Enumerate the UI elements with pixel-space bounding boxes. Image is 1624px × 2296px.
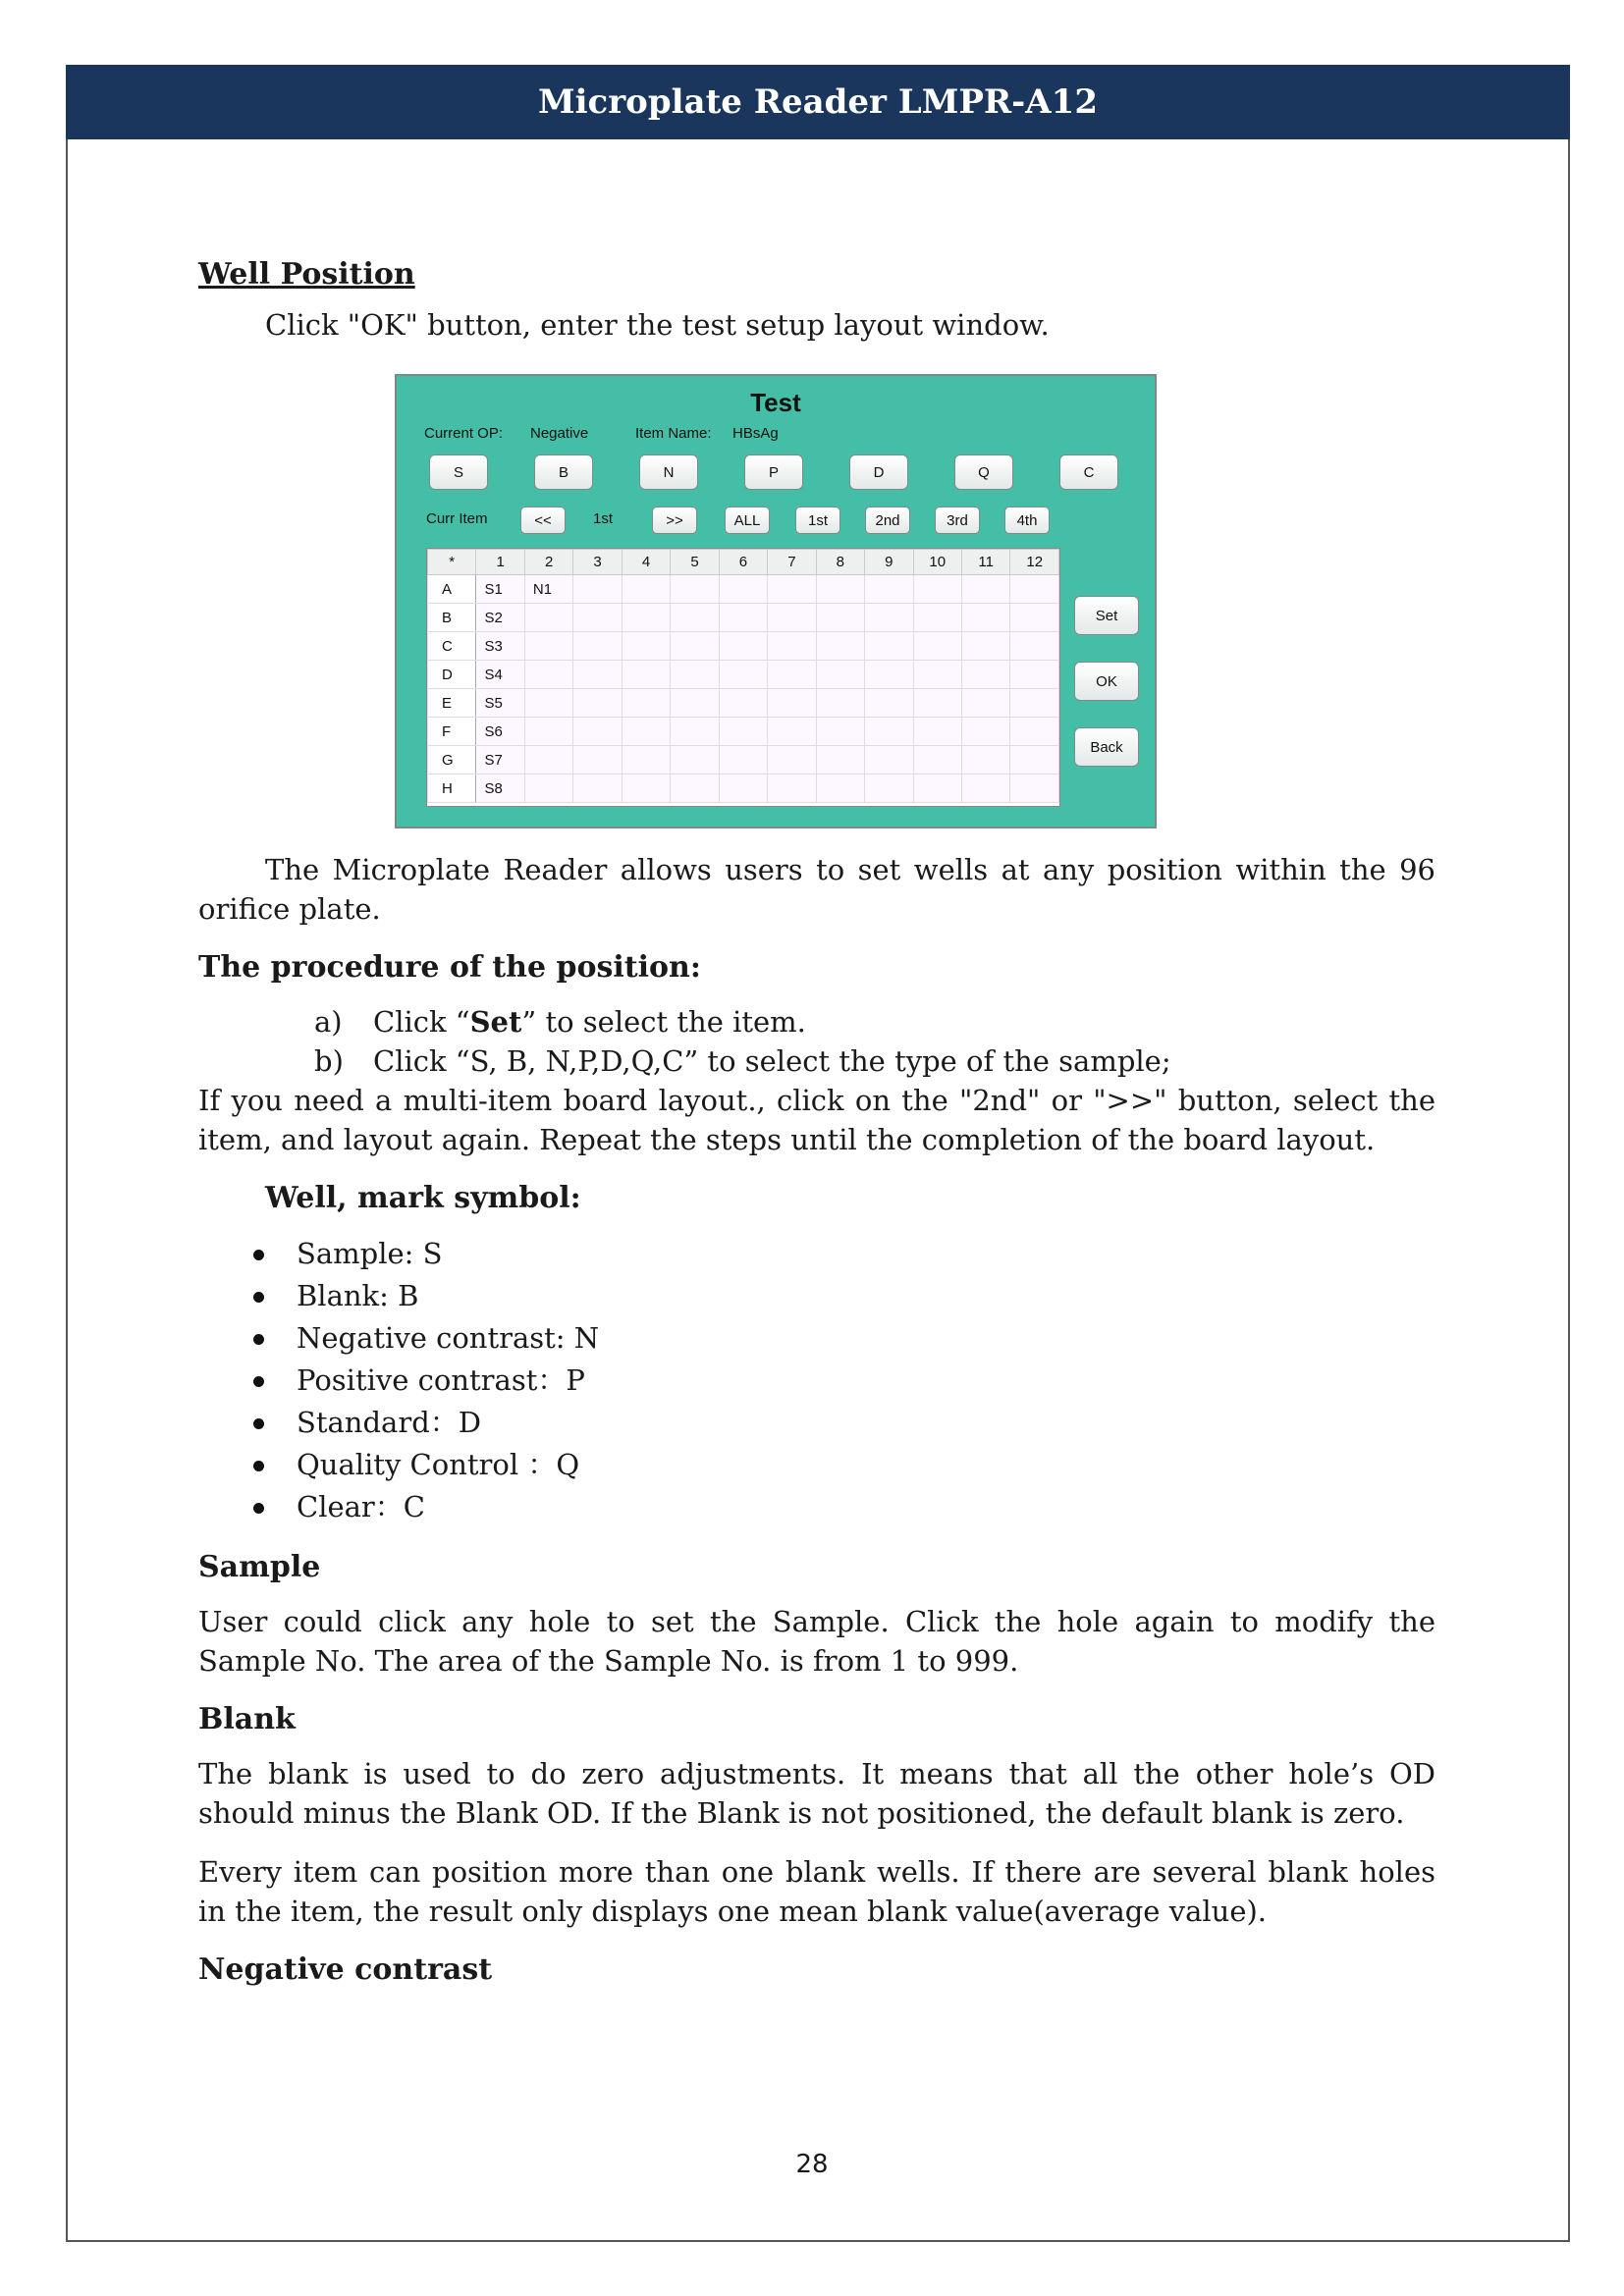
grid-row <box>428 632 1059 661</box>
well-cell[interactable] <box>1010 632 1059 661</box>
grid-column-header: 2 <box>524 550 572 575</box>
well-cell[interactable] <box>622 774 670 803</box>
blank-heading: Blank <box>198 1702 296 1736</box>
symbol-text: Standard：D <box>297 1406 482 1439</box>
grid-row-label: E <box>428 689 476 718</box>
well-cell[interactable] <box>524 689 572 718</box>
grid-row-label: H <box>428 774 476 803</box>
symbol-text: Negative contrast: N <box>297 1321 600 1355</box>
well-cell[interactable] <box>961 575 1009 604</box>
symbol-list-item <box>198 1360 1435 1402</box>
page-number: 28 <box>795 2150 829 2179</box>
grid-column-header: * <box>428 550 476 575</box>
item-button-3rd[interactable]: 3rd <box>935 507 980 534</box>
item-button-4th[interactable]: 4th <box>1004 507 1050 534</box>
well-cell[interactable] <box>816 718 864 746</box>
type-button-p[interactable]: P <box>744 454 803 490</box>
well-cell[interactable] <box>719 575 767 604</box>
well-cell[interactable] <box>768 575 816 604</box>
well-cell[interactable] <box>768 604 816 632</box>
test-window-screenshot <box>395 374 1157 828</box>
well-cell[interactable] <box>524 604 572 632</box>
grid-row <box>428 661 1059 689</box>
well-cell[interactable] <box>913 689 961 718</box>
well-cell[interactable] <box>622 689 670 718</box>
well-cell[interactable] <box>719 661 767 689</box>
well-cell[interactable] <box>1010 575 1059 604</box>
header-title: Microplate Reader LMPR-A12 <box>538 82 1098 122</box>
well-cell[interactable] <box>524 661 572 689</box>
grid-column-header: 3 <box>573 550 622 575</box>
sample-heading: Sample <box>198 1550 321 1584</box>
well-cell[interactable] <box>524 632 572 661</box>
symbol-text: Sample: S <box>297 1237 443 1270</box>
type-button-d[interactable]: D <box>849 454 908 490</box>
well-cell[interactable] <box>1010 661 1059 689</box>
well-cell[interactable] <box>913 575 961 604</box>
well-cell[interactable] <box>816 575 864 604</box>
well-cell[interactable] <box>524 774 572 803</box>
well-cell[interactable]: S2 <box>476 604 524 632</box>
bullet-icon <box>253 1461 264 1471</box>
symbol-list-item <box>198 1275 1435 1317</box>
grid-column-header: 6 <box>719 550 767 575</box>
sample-text: User could click any hole to set the Sample. Click the hole again to modify the Sample No. The area of the Sample No. is from 1 to 999. <box>198 1605 1435 1678</box>
well-cell[interactable] <box>1010 604 1059 632</box>
grid-row-label: D <box>428 661 476 689</box>
grid-row <box>428 718 1059 746</box>
well-cell[interactable] <box>865 774 913 803</box>
grid-row <box>428 575 1059 604</box>
procedure-step-b <box>198 1041 1435 1081</box>
well-cell[interactable] <box>961 604 1009 632</box>
well-cell[interactable] <box>671 774 719 803</box>
well-cell[interactable] <box>622 661 670 689</box>
well-grid <box>426 548 1060 807</box>
ok-button[interactable]: OK <box>1074 662 1139 701</box>
well-cell[interactable] <box>913 746 961 774</box>
well-cell[interactable]: S3 <box>476 632 524 661</box>
grid-column-header: 7 <box>768 550 816 575</box>
well-cell[interactable]: S1 <box>476 575 524 604</box>
grid-column-header: 11 <box>961 550 1009 575</box>
well-cell[interactable] <box>573 575 622 604</box>
item-button-1st[interactable]: 1st <box>795 507 840 534</box>
well-cell[interactable] <box>1010 746 1059 774</box>
symbol-heading: Well, mark symbol: <box>265 1181 581 1215</box>
item-button-2nd[interactable]: 2nd <box>865 507 910 534</box>
well-cell[interactable] <box>961 689 1009 718</box>
well-cell[interactable] <box>865 632 913 661</box>
well-cell[interactable]: S7 <box>476 746 524 774</box>
well-cell[interactable] <box>865 689 913 718</box>
well-cell[interactable] <box>768 632 816 661</box>
well-cell[interactable]: S6 <box>476 718 524 746</box>
multi-item-paragraph: If you need a multi-item board layout., click on the "2nd" or ">>" button, select the item, and layout again. Repeat the steps until the completion of the board layout. <box>198 1084 1435 1156</box>
well-cell[interactable] <box>1010 689 1059 718</box>
grid-row <box>428 689 1059 718</box>
blank-text-2: Every item can position more than one blank wells. If there are several blank holes in the item, the result only displays one mean blank value(average value). <box>198 1855 1435 1928</box>
step-a-pre: Click “ <box>373 1005 470 1039</box>
grid-row-label: C <box>428 632 476 661</box>
curr-item-value: 1st <box>593 510 614 527</box>
grid-column-header: 10 <box>913 550 961 575</box>
negative-contrast-heading: Negative contrast <box>198 1952 493 1987</box>
symbol-list <box>198 1233 1435 1528</box>
current-op-label: Current OP: <box>424 425 504 442</box>
well-cell[interactable] <box>573 718 622 746</box>
well-cell[interactable] <box>768 689 816 718</box>
well-cell[interactable] <box>671 718 719 746</box>
item-name-value: HBsAg <box>732 425 779 442</box>
well-cell[interactable] <box>622 632 670 661</box>
well-cell[interactable] <box>622 718 670 746</box>
blank-text-1: The blank is used to do zero adjustments. It means that all the other hole’s OD should minus the Blank OD. If the Blank is not positioned, the default blank is zero. <box>198 1757 1435 1830</box>
well-cell[interactable] <box>913 632 961 661</box>
well-cell[interactable] <box>1010 718 1059 746</box>
symbol-list-item <box>198 1486 1435 1528</box>
bullet-icon <box>253 1376 264 1387</box>
grid-row-label: G <box>428 746 476 774</box>
grid-body <box>428 575 1059 803</box>
grid-column-header: 12 <box>1010 550 1059 575</box>
well-cell[interactable] <box>768 774 816 803</box>
well-cell[interactable] <box>573 746 622 774</box>
step-a-bold: Set <box>469 1005 522 1039</box>
symbol-list-item <box>198 1444 1435 1486</box>
type-button-n[interactable]: N <box>639 454 698 490</box>
well-cell[interactable]: S4 <box>476 661 524 689</box>
symbol-list-item <box>198 1317 1435 1360</box>
allow-paragraph: The Microplate Reader allows users to set wells at any position within the 96 orifice plate. <box>198 853 1435 926</box>
bullet-icon <box>253 1250 264 1260</box>
well-cell[interactable] <box>671 661 719 689</box>
type-button-q[interactable]: Q <box>954 454 1013 490</box>
well-cell[interactable]: S8 <box>476 774 524 803</box>
symbol-list-item <box>198 1402 1435 1444</box>
well-cell[interactable] <box>768 718 816 746</box>
well-cell[interactable] <box>573 689 622 718</box>
grid-row <box>428 774 1059 803</box>
well-cell[interactable] <box>671 575 719 604</box>
well-cell[interactable] <box>719 774 767 803</box>
well-cell[interactable] <box>719 604 767 632</box>
symbol-text: Blank: B <box>297 1279 419 1312</box>
well-cell[interactable] <box>913 604 961 632</box>
page-content <box>198 257 1435 345</box>
well-cell[interactable] <box>961 774 1009 803</box>
item-name-label: Item Name: <box>635 425 712 442</box>
bullet-icon <box>253 1418 264 1429</box>
well-cell[interactable] <box>671 604 719 632</box>
well-cell[interactable] <box>622 575 670 604</box>
well-cell[interactable] <box>524 718 572 746</box>
bullet-icon <box>253 1503 264 1514</box>
well-cell[interactable] <box>816 604 864 632</box>
grid-row-label: A <box>428 575 476 604</box>
well-cell[interactable] <box>816 774 864 803</box>
well-cell[interactable] <box>961 661 1009 689</box>
well-cell[interactable] <box>768 746 816 774</box>
well-cell[interactable] <box>768 661 816 689</box>
well-cell[interactable] <box>573 604 622 632</box>
well-cell[interactable] <box>913 661 961 689</box>
test-window-title: Test <box>750 388 801 417</box>
well-cell[interactable] <box>865 604 913 632</box>
grid-column-header: 5 <box>671 550 719 575</box>
well-cell[interactable] <box>719 746 767 774</box>
curr-item-label: Curr Item <box>426 510 488 527</box>
well-cell[interactable] <box>573 661 622 689</box>
page-header <box>66 65 1570 139</box>
well-cell[interactable] <box>816 746 864 774</box>
well-cell[interactable] <box>913 774 961 803</box>
well-cell[interactable]: N1 <box>524 575 572 604</box>
prev-item-button[interactable]: << <box>520 507 566 534</box>
procedure-list <box>198 1002 1435 1081</box>
well-cell[interactable] <box>524 746 572 774</box>
bullet-icon <box>253 1292 264 1303</box>
type-button-b[interactable]: B <box>534 454 593 490</box>
grid-row-label: F <box>428 718 476 746</box>
grid-column-header: 8 <box>816 550 864 575</box>
grid-row-label: B <box>428 604 476 632</box>
step-a-marker: a) <box>314 1005 343 1039</box>
well-cell[interactable] <box>719 632 767 661</box>
symbol-text: Quality Control ：Q <box>297 1448 580 1481</box>
well-cell[interactable] <box>865 746 913 774</box>
step-b-marker: b) <box>314 1044 344 1078</box>
well-cell[interactable] <box>961 718 1009 746</box>
well-cell[interactable] <box>816 632 864 661</box>
well-cell[interactable] <box>573 632 622 661</box>
grid-column-header: 1 <box>476 550 524 575</box>
well-cell[interactable] <box>961 746 1009 774</box>
intro-text: Click "OK" button, enter the test setup layout window. <box>265 308 1050 342</box>
symbol-text: Clear：C <box>297 1490 425 1523</box>
well-cell[interactable] <box>865 575 913 604</box>
well-cell[interactable] <box>671 632 719 661</box>
next-item-button[interactable]: >> <box>652 507 697 534</box>
well-cell[interactable] <box>1010 774 1059 803</box>
back-button[interactable]: Back <box>1074 727 1139 767</box>
type-button-c[interactable]: C <box>1059 454 1118 490</box>
bullet-icon <box>253 1334 264 1345</box>
all-button[interactable]: ALL <box>725 507 770 534</box>
well-cell[interactable] <box>671 746 719 774</box>
well-cell[interactable] <box>573 774 622 803</box>
step-b-text: Click “S, B, N,P,D,Q,C” to select the type of the sample; <box>373 1044 1171 1078</box>
well-cell[interactable] <box>865 661 913 689</box>
well-cell[interactable] <box>865 718 913 746</box>
body-content <box>198 850 1435 2004</box>
well-cell[interactable] <box>622 746 670 774</box>
well-cell[interactable] <box>816 661 864 689</box>
grid-header-row <box>428 550 1059 575</box>
well-cell[interactable] <box>719 718 767 746</box>
type-button-s[interactable]: S <box>429 454 488 490</box>
section-heading-well-position: Well Position <box>198 257 415 292</box>
symbol-text: Positive contrast：P <box>297 1363 585 1397</box>
step-a-post: ” to select the item. <box>521 1005 806 1039</box>
set-button[interactable]: Set <box>1074 596 1139 635</box>
well-cell[interactable] <box>816 689 864 718</box>
current-op-value: Negative <box>530 425 589 442</box>
well-cell[interactable] <box>913 718 961 746</box>
well-cell[interactable] <box>719 689 767 718</box>
well-cell[interactable] <box>671 689 719 718</box>
well-cell[interactable] <box>961 632 1009 661</box>
well-cell[interactable]: S5 <box>476 689 524 718</box>
grid-row <box>428 604 1059 632</box>
procedure-heading: The procedure of the position: <box>198 950 701 985</box>
grid-column-header: 9 <box>865 550 913 575</box>
procedure-step-a <box>198 1002 1435 1041</box>
well-cell[interactable] <box>622 604 670 632</box>
grid-row <box>428 746 1059 774</box>
symbol-list-item <box>198 1233 1435 1275</box>
grid-column-header: 4 <box>622 550 670 575</box>
